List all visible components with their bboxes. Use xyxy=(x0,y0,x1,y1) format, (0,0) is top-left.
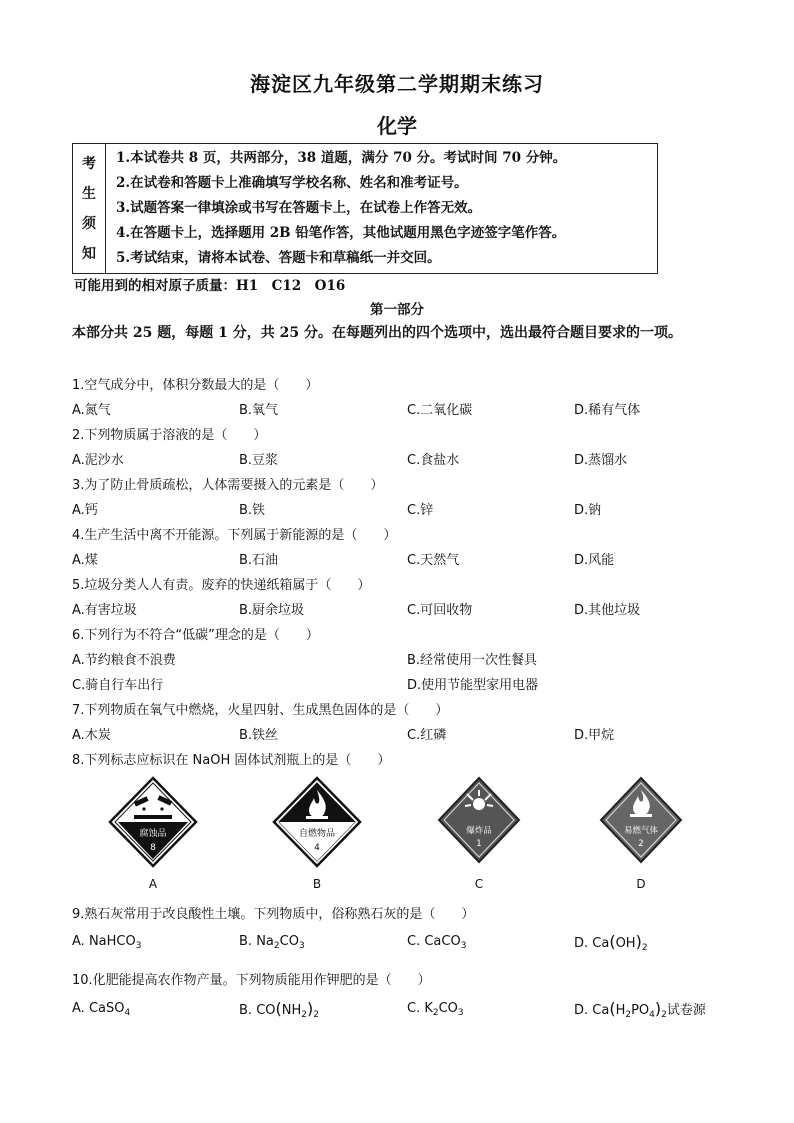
option-d: D.蒸馏水 xyxy=(574,453,628,468)
exam-notice-box xyxy=(72,143,658,274)
hazard-number: 4 xyxy=(314,843,320,853)
option-a: A. NaHCO$_3$ xyxy=(72,934,142,951)
hazard-number: 8 xyxy=(150,843,156,853)
option-b: B.豆浆 xyxy=(239,453,279,468)
option-b: B.铁 xyxy=(239,503,266,518)
notice-side-char: 须 xyxy=(82,215,96,232)
hazard-sign-flammable-gas xyxy=(599,776,683,864)
subject-title: 化学 xyxy=(377,114,417,138)
option-a: A.节约粮食不浪费 xyxy=(72,653,176,668)
page-title: 海淀区九年级第二学期期末练习 xyxy=(250,72,544,96)
option-b: B.石油 xyxy=(239,553,279,568)
option-b: B.氧气 xyxy=(239,403,279,418)
option-d: D.甲烷 xyxy=(574,728,615,743)
option-a: A.钙 xyxy=(72,503,98,518)
option-b: B.厨余垃圾 xyxy=(239,603,305,618)
question-stem: 5.垃圾分类人人有责。废弃的快递纸箱属于（ ） xyxy=(72,578,371,593)
notice-rule: 2.在试卷和答题卡上准确填写学校名称、姓名和准考证号。 xyxy=(116,175,468,191)
hazard-number: 1 xyxy=(476,839,482,849)
option-c: C.二氧化碳 xyxy=(407,403,473,418)
hazard-sign-corrosive xyxy=(108,776,198,868)
notice-side-char: 考 xyxy=(82,155,96,172)
notice-rule: 5.考试结束，请将本试卷、答题卡和草稿纸一并交回。 xyxy=(116,250,441,266)
option-d: D. $Ca(H_2PO_4)_2$试卷源 xyxy=(574,999,706,1020)
part-instructions: 本部分共 25 题，每题 1 分，共 25 分。在每题列出的四个选项中，选出最符合题目要求的一项。 xyxy=(72,325,682,341)
hazard-sign-spontaneous xyxy=(272,776,362,868)
question-stem: 1.空气成分中，体积分数最大的是（ ） xyxy=(72,378,319,393)
option-c: C.食盐水 xyxy=(407,453,460,468)
sign-option-c: C xyxy=(474,877,484,891)
question-stem: 8.下列标志应标识在 NaOH 固体试剂瓶上的是（ ） xyxy=(72,753,391,768)
option-b: B.经常使用一次性餐具 xyxy=(407,653,538,668)
question-stem: 3.为了防止骨质疏松，人体需要摄入的元素是（ ） xyxy=(72,478,384,493)
question-stem: 7.下列物质在氧气中燃烧，火星四射、生成黑色固体的是（ ） xyxy=(72,703,449,718)
option-d: D.其他垃圾 xyxy=(574,603,641,618)
question-stem: 2.下列物质属于溶液的是（ ） xyxy=(72,428,267,443)
option-a: A.木炭 xyxy=(72,728,111,743)
question-stem: 4.生产生活中离不开能源。下列属于新能源的是（ ） xyxy=(72,528,397,543)
question-stem: 9.熟石灰常用于改良酸性土壤。下列物质中，俗称熟石灰的是（ ） xyxy=(72,907,475,922)
notice-rule: 1.本试卷共 8 页，共两部分，38 道题，满分 70 分。考试时间 70 分钟。 xyxy=(116,150,567,166)
part-title: 第一部分 xyxy=(370,302,424,318)
option-d: D.使用节能型家用电器 xyxy=(407,678,539,693)
option-c: C. CaCO$_3$ xyxy=(407,934,467,951)
notice-side-label xyxy=(73,144,106,274)
hazard-label: 爆炸品 xyxy=(466,826,492,836)
notice-rules xyxy=(106,144,658,274)
notice-rule: 4.在答题卡上，选择题用 2B 铅笔作答，其他试题用黑色字迹签字笔作答。 xyxy=(116,225,566,241)
question-stem: 10.化肥能提高农作物产量。下列物质能用作钾肥的是（ ） xyxy=(72,973,431,988)
option-a: A.泥沙水 xyxy=(72,453,124,468)
option-a: A.有害垃圾 xyxy=(72,603,137,618)
sign-option-b: B xyxy=(312,877,322,891)
option-a: A.煤 xyxy=(72,553,98,568)
option-a: A. CaSO$_4$ xyxy=(72,1001,131,1018)
option-c: C.天然气 xyxy=(407,553,460,568)
option-c: C. $K_2CO_3$ xyxy=(407,1001,464,1018)
hazard-label: 自燃物品 xyxy=(298,829,336,839)
option-c: C.骑自行车出行 xyxy=(72,678,164,693)
hazard-label: 易燃气体 xyxy=(623,826,659,836)
option-c: C.可回收物 xyxy=(407,603,473,618)
question-stem: 6.下列行为不符合“低碳”理念的是（ ） xyxy=(72,628,319,643)
notice-rule: 3.试题答案一律填涂或书写在答题卡上，在试卷上作答无效。 xyxy=(116,200,482,216)
notice-side-char: 生 xyxy=(82,185,96,202)
option-b: B.铁丝 xyxy=(239,728,279,743)
option-d: D.风能 xyxy=(574,553,615,568)
option-d: D.钠 xyxy=(574,503,602,518)
option-c: C.锌 xyxy=(407,503,434,518)
hazard-number: 2 xyxy=(638,839,644,849)
notice-side-char: 知 xyxy=(82,245,96,262)
option-b: B. $CO(NH_2)_2$ xyxy=(239,999,319,1020)
option-d: D.稀有气体 xyxy=(574,403,641,418)
option-c: C.红磷 xyxy=(407,728,447,743)
sign-option-d: D xyxy=(636,877,646,891)
sign-option-a: A xyxy=(148,877,158,891)
hazard-sign-explosive xyxy=(437,776,521,864)
option-d: D. $Ca(OH)_2$ xyxy=(574,932,648,953)
watermark-text: 试卷源 xyxy=(666,1003,706,1018)
atomic-mass-line: 可能用到的相对原子质量：H1 C12 O16 xyxy=(74,278,346,294)
option-b: B. $Na_2CO_3$ xyxy=(239,934,305,951)
hazard-label: 腐蚀品 xyxy=(139,829,167,839)
option-a: A.氮气 xyxy=(72,403,111,418)
